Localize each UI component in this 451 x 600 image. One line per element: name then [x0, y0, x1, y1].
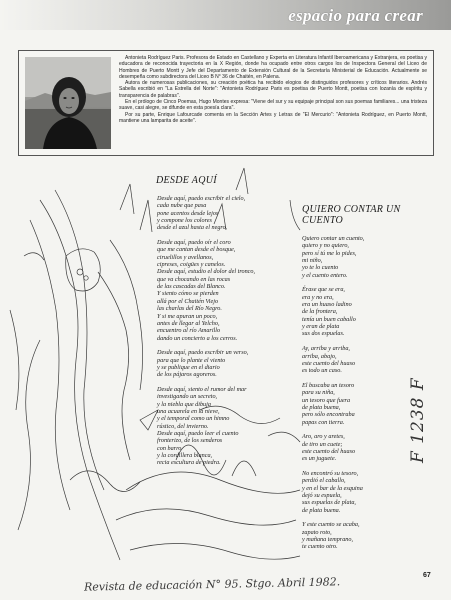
poem-line: allá por el Chaitén Viejo: [157, 297, 219, 305]
poem-line: que va chocando en las rocas: [157, 275, 231, 283]
poem-line: cada nube que pasa: [157, 202, 207, 210]
poem-line: es todo un caso.: [302, 367, 342, 375]
poem-line: Desde aquí, puedo leer el cuento: [157, 430, 239, 437]
poem-line: ciruelillos y avellanos,: [157, 253, 214, 261]
poem-quiero-contar-un-cuento: [302, 235, 412, 558]
archive-stamp: F 1238 F: [408, 377, 428, 463]
poem-line: papas con tierra.: [302, 418, 345, 426]
poem-line: este cuento del huaso: [302, 359, 356, 367]
poem-line: Y este cuento se acaba,: [302, 521, 360, 529]
poem-line: de las cascadas del Blanco.: [157, 283, 226, 291]
poem-line: Érase que se era,: [302, 286, 345, 294]
poem-line: yo te lo cuento: [302, 264, 339, 272]
poem-line: y el temporal como un himno: [157, 415, 230, 423]
poem-line: rústico, del invierno.: [157, 422, 209, 430]
poem-line: y mañana temprano,: [302, 536, 354, 544]
poem-line: de plata buena.: [302, 506, 341, 514]
poem-line: de la frontera,: [302, 308, 338, 316]
poem-line: zapato roto,: [302, 528, 332, 536]
poem-line: pone acentos desde lejos: [157, 209, 219, 217]
stanza: [157, 386, 297, 467]
poem-line: desde el azul hasta el negro.: [157, 224, 228, 232]
poem-line: y se publique en el diario: [157, 363, 220, 371]
section-title: espacio para crear: [288, 6, 423, 25]
author-photo: [25, 57, 111, 149]
poem-line: de tiro un cuete;: [302, 440, 343, 448]
poem-line: y compone los colores: [157, 217, 212, 225]
stanza: [302, 470, 412, 514]
poem-line: Quiero contar un cuento,: [302, 235, 365, 242]
poem-line: y en el bar de la esquina: [302, 484, 363, 492]
poem-line: Desde aquí, siento el rumor del mar: [157, 385, 247, 393]
poem-line: este cuento del huaso: [302, 447, 356, 455]
poem-line: Desde aquí, puedo oír el coro: [157, 239, 231, 247]
author-biography: [119, 55, 427, 124]
bio-paragraph: Por su parte, Enrique Lafourcade comenta en la Sección Artes y Letras de "El Mercurio": "Antonieta Rodríguez, en Puerto Montt, mantiene una lamparita de aceite".: [119, 111, 427, 124]
poem-line: investigando un secreto,: [157, 393, 218, 401]
poem-title-desde-aqui: DESDE AQUÍ: [156, 175, 217, 186]
poem-line: perdió el caballo,: [302, 477, 346, 485]
poem-line: recia escultura de piedra.: [157, 459, 221, 467]
stanza: [302, 235, 412, 279]
poem-line: Ay, arriba y arriba,: [302, 345, 350, 353]
stanza: [302, 521, 412, 550]
poem-line: tenía un buen caballo: [302, 315, 356, 323]
poem-line: No encontró su tesoro,: [302, 470, 359, 477]
poem-line: para que lo plante el viento: [157, 356, 226, 364]
bio-paragraph: Antonieta Rodríguez Paris. Profesora de Estado en Castellano y Experta en Literatura Infantil Iberoamericana y Extranjera, es poetisa y educadora de reconocida trayectoria en la X Región, donde ha ocupado entre otros cargos los de Inspectora General del Liceo de Hombres de Puerto Montt y Jefe del Departamento de Extensión Cultural de la Secretaría Ministerial de Educación. Actualmente se desempeña como subdirectora del Liceo B N° 36 de Chaitén, en Palena.: [119, 55, 427, 80]
poem-line: dejó su espuela,: [302, 492, 342, 500]
poem-line: una acuarela en la nieve,: [157, 407, 220, 415]
stanza: [157, 349, 297, 378]
poem-line: un tesoro que fuera: [302, 396, 351, 404]
poem-line: para su niña,: [302, 389, 335, 397]
poem-line: Aro, aro y aretes,: [302, 433, 345, 441]
poem-line: y el cuento entero.: [302, 271, 348, 279]
stanza: [157, 239, 297, 342]
poem-line: pero sólo encontraba: [302, 411, 355, 419]
poem-line: y eran de plata: [302, 323, 340, 331]
stanza: [302, 382, 412, 426]
poem-line: de los pájaros agoreros.: [157, 371, 217, 379]
poem-line: de plata buena,: [302, 403, 341, 411]
stanza: [157, 195, 297, 232]
poem-line: que me cantan desde el bosque,: [157, 246, 236, 254]
poem-line: Desde aquí, puedo escribir el cielo,: [157, 195, 246, 202]
poem-line: y la cordillera blanca,: [157, 452, 213, 460]
poem-line: Y si me apuran un poco,: [157, 312, 218, 320]
handwritten-source-note: Revista de educación N° 95. Stgo. Abril 1982.: [83, 575, 341, 594]
poem-line: quiero y no quiero,: [302, 242, 349, 250]
stanza: [302, 286, 412, 337]
poem-line: Y siento cómo se pierden: [157, 290, 219, 298]
poem-line: con barro: [157, 444, 182, 452]
poem-line: antes de llegar al Yelcho,: [157, 319, 220, 327]
poem-line: era y no era,: [302, 293, 334, 301]
poem-line: encuentro al río Amarillo: [157, 327, 221, 335]
stanza: [302, 345, 412, 374]
poem-line: Desde aquí, estudio el dolor del tronco,: [157, 268, 256, 276]
bio-paragraph: Autora de numerosas publicaciones, su creación poética ha recibido elogios de distinguidos profesores y críticos literarios. Andrés Sabella escribió en "La Estrella del Norte": "Antonieta Rodríguez Paris es poetisa de Puerto Montt, poetisa con lozanía de espíritu y transparencia de palabras".: [119, 80, 427, 99]
poem-line: es un juguete.: [302, 455, 337, 463]
poem-line: era un huaso ladino: [302, 301, 352, 309]
poem-line: las charlas del Río Negro.: [157, 305, 222, 313]
stanza: [302, 433, 412, 462]
poem-line: Desde aquí, puedo escribir un verso,: [157, 349, 249, 357]
author-intro-box: [18, 50, 434, 156]
poem-line: mi niño,: [302, 257, 323, 265]
poem-line: pero sí tú me lo pides,: [302, 249, 357, 257]
poem-title-quiero-contar: QUIERO CONTAR UN CUENTO: [302, 204, 401, 226]
poem-line: fronterizo, de los senderos: [157, 437, 223, 445]
poem-line: El buscaba un tesoro: [302, 381, 355, 389]
poem-line: sus dos espuelas.: [302, 330, 345, 338]
poem-line: te cuento otro.: [302, 543, 338, 551]
poem-line: dando un concierto a los cerros.: [157, 334, 238, 342]
bio-paragraph: En el prólogo de Cinco Poemas, Hugo Montes expresa: "Viene del sur y su equipaje principal son sus poemas familiares... una tristeza suave, casi alegre, se difunde en esta poesía clara".: [119, 99, 427, 112]
poem-line: y la niebla que dibuja: [157, 400, 211, 408]
poem-desde-aqui: [157, 195, 297, 474]
page-number: 67: [423, 572, 431, 579]
poem-line: sus espuelas de plata,: [302, 499, 356, 507]
poem-line: arriba, abajo,: [302, 352, 337, 360]
poem-line: cipreses, coigües y canelos.: [157, 261, 226, 269]
